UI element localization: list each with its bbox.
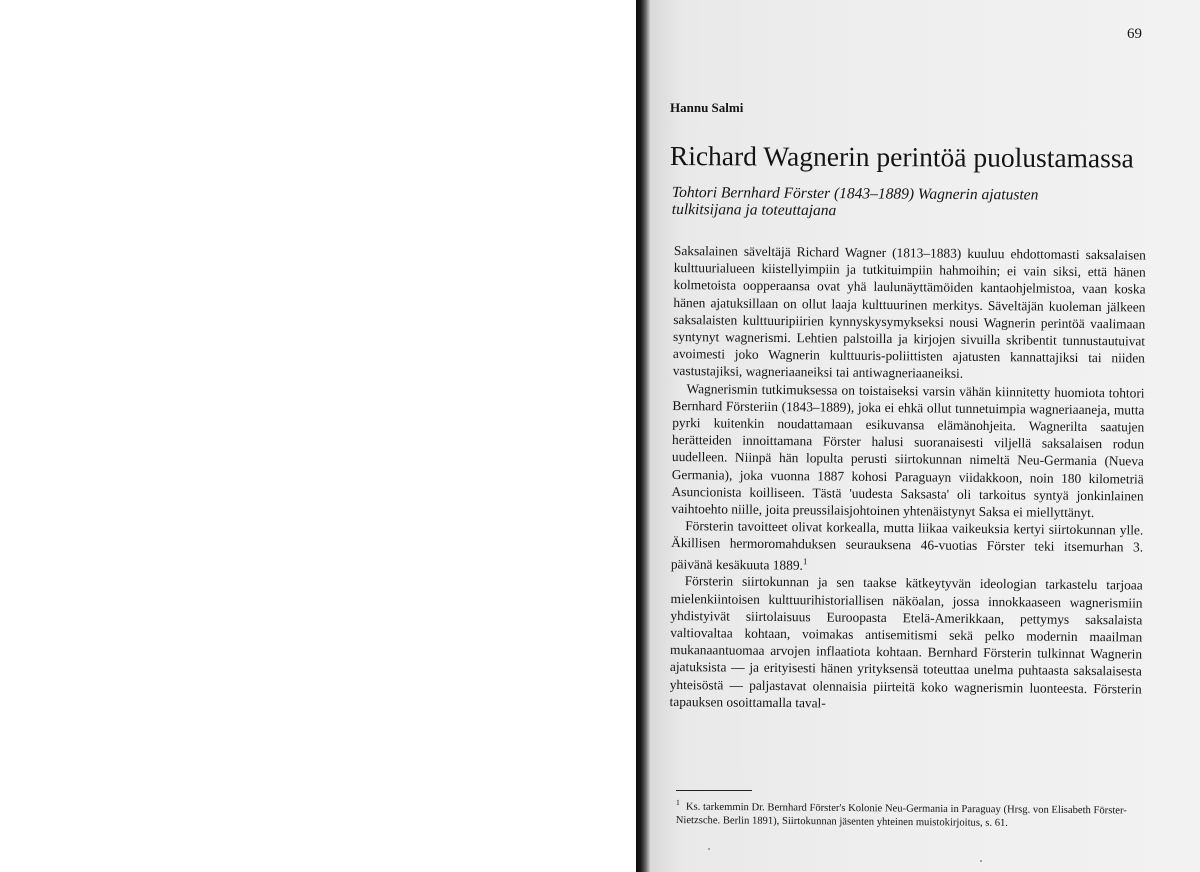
print-speck [708, 848, 710, 850]
article-body [670, 242, 1146, 714]
article-title: Richard Wagnerin perintöä puolustamassa [669, 140, 1134, 174]
print-speck [980, 860, 982, 862]
body-paragraph: Saksalainen säveltäjä Richard Wagner (1813–1883) kuuluu ehdottomasti saksalaisen kulttuurialueen kiistellyimpiin ja tutkituimpiin hahmoihin; ei vain siksi, että hänen kolmetoista oopperaansa ovat yhä laulunäyttämöiden kantaohjelmistoa, vaan koska hänen ajatuksillaan on ollut laaja kulttuurinen merkitys. Säveltäjän kuoleman jälkeen saksalaisten kulttuuripiirien kynnyskysymykseksi nousi Wagnerin perintöä vaalimaan syntynyt wagnerismi. Lehtien palstoilla ja kirjojen sivuilla skribentit tunnustautuivat avoimesti joko Wagnerin kulttuuris-poliittisten ajatusten kannattajiksi tai niiden vastustajiksi, wagneriaaneiksi tai antiwagneriaaneiksi. [672, 242, 1146, 382]
footnote-reference: 1 [802, 555, 808, 566]
body-paragraph: Försterin siirtokunnan ja sen taakse kätkeytyvän ideologian tarkastelu tarjoaa mielenkiintoisen kulttuurihistoriallisen näköalan, jossa innokkaaseen wagnerismiin yhdistyivät siirtolaisuus Euroopasta Etelä-Amerikkaan, pettymys saksalaista valtiovaltaa kohtaan, voimakas antisemitismi sekä pelko modernin maailman mukanaantuomaa arvojen inflaatiota kohtaan. Bernhard Försterin tulkinnat Wagnerin ajatuksista — ja erityisesti hänen yrityksensä toteuttaa unelma puhtaasta saksalaisesta yhteisöstä — paljastavat olennaisia piirteitä koko wagnerismin luonteesta. Försterin tapauksen osoittamalla taval- [669, 573, 1143, 711]
footnote [676, 796, 1142, 831]
paragraph-text: Försterin tavoitteet olivat korkealla, mutta liikaa vaikeuksia kertyi siirtokunnan ylle. Äkillisen hermoromahduksen seurauksena 46-vuotias Förster teki itsemurhan 3. päivänä kesäkuuta 1889. [670, 518, 1144, 573]
page-number: 69 [1127, 26, 1142, 42]
footnote-mark: 1 [675, 797, 680, 808]
body-paragraph: Wagnerismin tutkimuksessa on toistaiseksi varsin vähän kiinnitetty huomiota tohtori Bernhard Försteriin (1843–1889), joka ei ehkä ollut tunnetuimpia wagneriaaneja, mutta pyrki kuitenkin noudattamaan esikuvansa elämänohjeita. Wagnerilta saatujen herätteiden innoittamana Förster halusi suoranaisesti viljellä saksalaisen rodun uudelleen. Niinpä hän lopulta perusti siirtokunnan nimeltä Neu-Germania (Nueva Germania), joka vuonna 1887 kohosi Paraguayn viidakkoon, noin 180 kilometriä Asuncionista koilliseen. Tästä 'uudesta Saksasta' oli tarkoitus syntyä jonkinlainen vaihtoehto niille, joita preussilaisjohtoinen yhtenäistynyt Saksa ei miellyttänyt. [671, 380, 1145, 521]
footnote-divider [676, 790, 752, 791]
book-page [650, 0, 1200, 872]
article-subtitle: Tohtori Bernhard Förster (1843–1889) Wagnerin ajatusten tulkitsijana ja toteuttajana [671, 184, 1039, 220]
body-paragraph [671, 517, 1144, 577]
footnote-text: Ks. tarkemmin Dr. Bernhard Förster's Kolonie Neu-Germania in Paraguay (Hrsg. von Elisabeth Förster-Nietzsche. Berlin 1891), Siirtokunnan jäsenten yhteinen muistokirjoitus, s. 61. [675, 801, 1127, 829]
article-author: Hannu Salmi [670, 100, 744, 115]
book-gutter [636, 0, 650, 872]
